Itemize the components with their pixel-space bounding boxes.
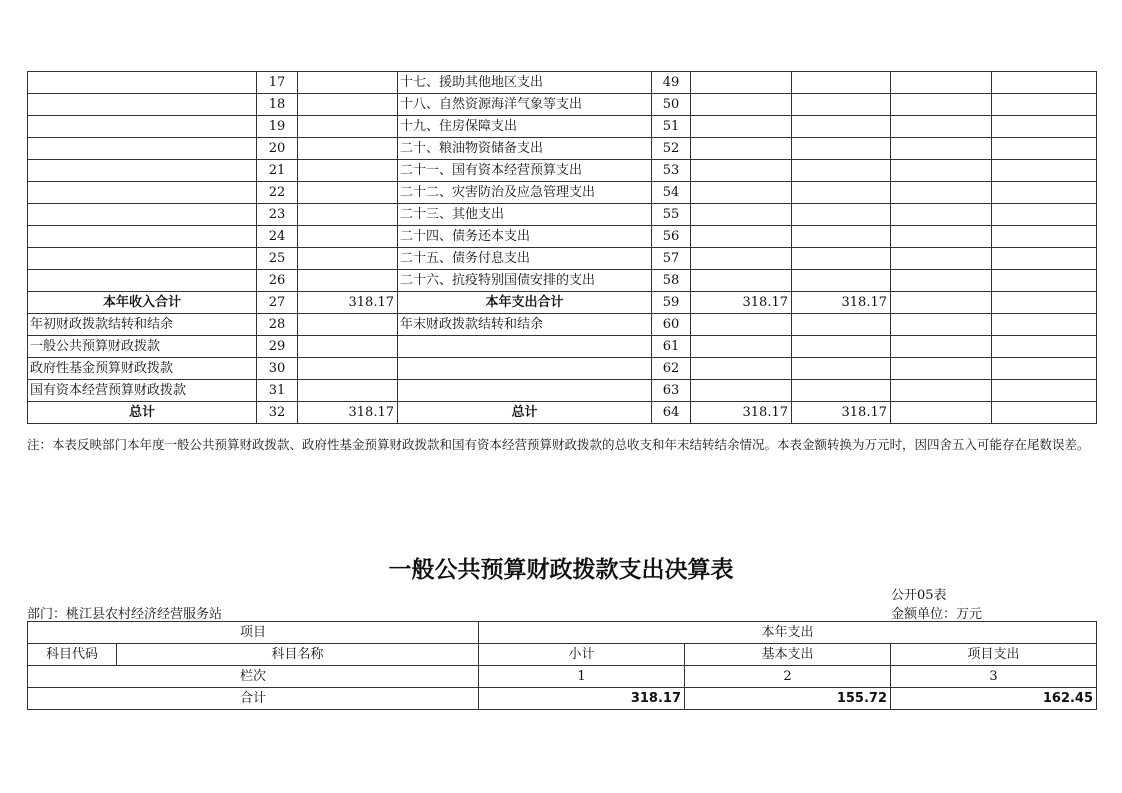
header-subject-code: 科目代码: [28, 644, 117, 666]
table-row: [28, 226, 1097, 248]
table-row: [28, 160, 1097, 182]
fund-budget-expenditure: [891, 116, 992, 138]
expenditure-item-label: 二十二、灾害防治及应急管理支出: [398, 182, 652, 204]
income-row-number: 20: [257, 138, 298, 160]
income-row-number: 22: [257, 182, 298, 204]
total-basic: 155.72: [685, 688, 891, 710]
table-row: [28, 182, 1097, 204]
expenditure-total: [691, 160, 792, 182]
order-3: 3: [891, 666, 1097, 688]
income-item-label: [28, 160, 257, 182]
general-budget-expenditure: [792, 160, 891, 182]
state-capital-expenditure: [992, 358, 1097, 380]
state-capital-expenditure: [992, 380, 1097, 402]
expenditure-item-label: 二十五、债务付息支出: [398, 248, 652, 270]
table-row: [28, 248, 1097, 270]
total-subtotal: 318.17: [479, 688, 685, 710]
state-capital-expenditure: [992, 182, 1097, 204]
expenditure-row-number: 51: [652, 116, 691, 138]
expenditure-total: [691, 380, 792, 402]
expenditure-item-label: 二十一、国有资本经营预算支出: [398, 160, 652, 182]
expenditure-row-number: 50: [652, 94, 691, 116]
order-2: 2: [685, 666, 891, 688]
income-item-label: 国有资本经营预算财政拨款: [28, 380, 257, 402]
table-header-row: [28, 622, 1097, 644]
income-row-number: 27: [257, 292, 298, 314]
state-capital-expenditure: [992, 204, 1097, 226]
expenditure-total: [691, 336, 792, 358]
income-row-number: 26: [257, 270, 298, 292]
expenditure-item-label: [398, 336, 652, 358]
state-capital-expenditure: [992, 248, 1097, 270]
income-row-number: 23: [257, 204, 298, 226]
expenditure-total: [691, 94, 792, 116]
table-row: [28, 358, 1097, 380]
income-amount: [298, 226, 398, 248]
expenditure-row-number: 59: [652, 292, 691, 314]
expenditure-total: 318.17: [691, 402, 792, 424]
fund-budget-expenditure: [891, 336, 992, 358]
expenditure-item-label: 二十、粮油物资储备支出: [398, 138, 652, 160]
table-row: [28, 94, 1097, 116]
income-item-label: [28, 248, 257, 270]
state-capital-expenditure: [992, 314, 1097, 336]
order-label: 栏次: [28, 666, 479, 688]
general-budget-expenditure: [792, 94, 891, 116]
income-item-label: [28, 182, 257, 204]
expenditure-item-label: 二十六、抗疫特别国债安排的支出: [398, 270, 652, 292]
income-row-number: 29: [257, 336, 298, 358]
expenditure-total: [691, 314, 792, 336]
expenditure-total: [691, 72, 792, 94]
expenditure-item-label: 十九、住房保障支出: [398, 116, 652, 138]
income-amount: [298, 336, 398, 358]
income-row-number: 30: [257, 358, 298, 380]
fund-budget-expenditure: [891, 402, 992, 424]
general-budget-expenditure: [792, 248, 891, 270]
table-row: [28, 204, 1097, 226]
general-budget-expenditure: [792, 204, 891, 226]
table-note: 注：本表反映部门本年度一般公共预算财政拨款、政府性基金预算财政拨款和国有资本经营预算财政拨款的总收支和年末结转结余情况。本表金额转换为万元时，因四舍五入可能存在尾数误差。: [27, 437, 1090, 452]
expenditure-total: [691, 226, 792, 248]
expenditure-item-label: 十八、自然资源海洋气象等支出: [398, 94, 652, 116]
fund-budget-expenditure: [891, 380, 992, 402]
table-row: [28, 336, 1097, 358]
expenditure-row-number: 53: [652, 160, 691, 182]
expenditure-item-label: 总计: [398, 402, 652, 424]
header-basic-expenditure: 基本支出: [685, 644, 891, 666]
total-project: 162.45: [891, 688, 1097, 710]
general-budget-expenditure: [792, 314, 891, 336]
expenditure-item-label: 本年支出合计: [398, 292, 652, 314]
general-budget-expenditure: [792, 226, 891, 248]
fund-budget-expenditure: [891, 182, 992, 204]
income-row-number: 18: [257, 94, 298, 116]
header-item: 项目: [28, 622, 479, 644]
general-budget-expenditure: [792, 358, 891, 380]
state-capital-expenditure: [992, 226, 1097, 248]
expenditure-total: 318.17: [691, 292, 792, 314]
expenditure-row-number: 56: [652, 226, 691, 248]
expenditure-row-number: 54: [652, 182, 691, 204]
fund-budget-expenditure: [891, 314, 992, 336]
state-capital-expenditure: [992, 160, 1097, 182]
expenditure-total: [691, 358, 792, 380]
department-label: 部门：桃江县农村经济经营服务站: [27, 607, 223, 622]
page-title: 一般公共预算财政拨款支出决算表: [388, 557, 734, 583]
table-header-row: [28, 644, 1097, 666]
income-amount: [298, 160, 398, 182]
income-amount: [298, 248, 398, 270]
income-expenditure-table: [27, 71, 1097, 424]
expenditure-item-label: 十七、援助其他地区支出: [398, 72, 652, 94]
income-amount: [298, 116, 398, 138]
income-row-number: 24: [257, 226, 298, 248]
table-row: [28, 116, 1097, 138]
income-row-number: 19: [257, 116, 298, 138]
total-label: 合计: [28, 688, 479, 710]
expenditure-row-number: 63: [652, 380, 691, 402]
general-budget-expenditure: 318.17: [792, 402, 891, 424]
table-row: [28, 314, 1097, 336]
expenditure-total: [691, 270, 792, 292]
table-row: [28, 380, 1097, 402]
fund-budget-expenditure: [891, 160, 992, 182]
header-subtotal: 小计: [479, 644, 685, 666]
income-item-label: 本年收入合计: [28, 292, 257, 314]
income-item-label: [28, 270, 257, 292]
income-amount: [298, 380, 398, 402]
general-budget-expenditure: [792, 72, 891, 94]
income-item-label: [28, 204, 257, 226]
income-item-label: 一般公共预算财政拨款: [28, 336, 257, 358]
expenditure-total: [691, 138, 792, 160]
expenditure-row-number: 60: [652, 314, 691, 336]
expenditure-total: [691, 116, 792, 138]
income-row-number: 31: [257, 380, 298, 402]
income-amount: 318.17: [298, 402, 398, 424]
income-item-label: 总计: [28, 402, 257, 424]
income-row-number: 32: [257, 402, 298, 424]
income-row-number: 25: [257, 248, 298, 270]
income-amount: [298, 358, 398, 380]
expenditure-total: [691, 204, 792, 226]
expenditure-row-number: 55: [652, 204, 691, 226]
income-item-label: [28, 116, 257, 138]
expenditure-row-number: 62: [652, 358, 691, 380]
state-capital-expenditure: [992, 292, 1097, 314]
general-budget-expenditure: [792, 336, 891, 358]
fund-budget-expenditure: [891, 270, 992, 292]
expenditure-item-label: 年末财政拨款结转和结余: [398, 314, 652, 336]
income-item-label: 年初财政拨款结转和结余: [28, 314, 257, 336]
order-1: 1: [479, 666, 685, 688]
state-capital-expenditure: [992, 72, 1097, 94]
income-amount: [298, 204, 398, 226]
amount-unit-label: 金额单位：万元: [891, 607, 983, 622]
income-amount: [298, 270, 398, 292]
expenditure-item-label: 二十三、其他支出: [398, 204, 652, 226]
income-item-label: [28, 138, 257, 160]
income-amount: [298, 138, 398, 160]
table-code: 公开05表: [891, 588, 947, 603]
table-row: [28, 138, 1097, 160]
income-item-label: [28, 226, 257, 248]
header-subject-name: 科目名称: [117, 644, 479, 666]
income-item-label: 政府性基金预算财政拨款: [28, 358, 257, 380]
expenditure-row-number: 61: [652, 336, 691, 358]
general-budget-expenditure-table: [27, 621, 1097, 710]
general-budget-expenditure: [792, 116, 891, 138]
header-year-expenditure: 本年支出: [479, 622, 1097, 644]
table-row: [28, 402, 1097, 424]
expenditure-item-label: [398, 358, 652, 380]
general-budget-expenditure: [792, 138, 891, 160]
state-capital-expenditure: [992, 94, 1097, 116]
fund-budget-expenditure: [891, 358, 992, 380]
state-capital-expenditure: [992, 138, 1097, 160]
fund-budget-expenditure: [891, 94, 992, 116]
income-item-label: [28, 72, 257, 94]
expenditure-total: [691, 182, 792, 204]
expenditure-row-number: 49: [652, 72, 691, 94]
expenditure-row-number: 52: [652, 138, 691, 160]
state-capital-expenditure: [992, 336, 1097, 358]
income-row-number: 17: [257, 72, 298, 94]
income-amount: [298, 94, 398, 116]
income-row-number: 28: [257, 314, 298, 336]
table-row: [28, 292, 1097, 314]
table-row: [28, 270, 1097, 292]
state-capital-expenditure: [992, 270, 1097, 292]
total-row: [28, 688, 1097, 710]
expenditure-row-number: 57: [652, 248, 691, 270]
table-row: [28, 72, 1097, 94]
order-row: [28, 666, 1097, 688]
income-item-label: [28, 94, 257, 116]
income-amount: [298, 72, 398, 94]
expenditure-row-number: 64: [652, 402, 691, 424]
state-capital-expenditure: [992, 402, 1097, 424]
general-budget-expenditure: [792, 270, 891, 292]
general-budget-expenditure: [792, 182, 891, 204]
fund-budget-expenditure: [891, 226, 992, 248]
expenditure-item-label: 二十四、债务还本支出: [398, 226, 652, 248]
expenditure-total: [691, 248, 792, 270]
general-budget-expenditure: [792, 380, 891, 402]
income-row-number: 21: [257, 160, 298, 182]
fund-budget-expenditure: [891, 138, 992, 160]
state-capital-expenditure: [992, 116, 1097, 138]
fund-budget-expenditure: [891, 248, 992, 270]
general-budget-expenditure: 318.17: [792, 292, 891, 314]
income-amount: [298, 314, 398, 336]
fund-budget-expenditure: [891, 72, 992, 94]
fund-budget-expenditure: [891, 204, 992, 226]
header-project-expenditure: 项目支出: [891, 644, 1097, 666]
income-amount: 318.17: [298, 292, 398, 314]
fund-budget-expenditure: [891, 292, 992, 314]
expenditure-item-label: [398, 380, 652, 402]
expenditure-row-number: 58: [652, 270, 691, 292]
income-amount: [298, 182, 398, 204]
